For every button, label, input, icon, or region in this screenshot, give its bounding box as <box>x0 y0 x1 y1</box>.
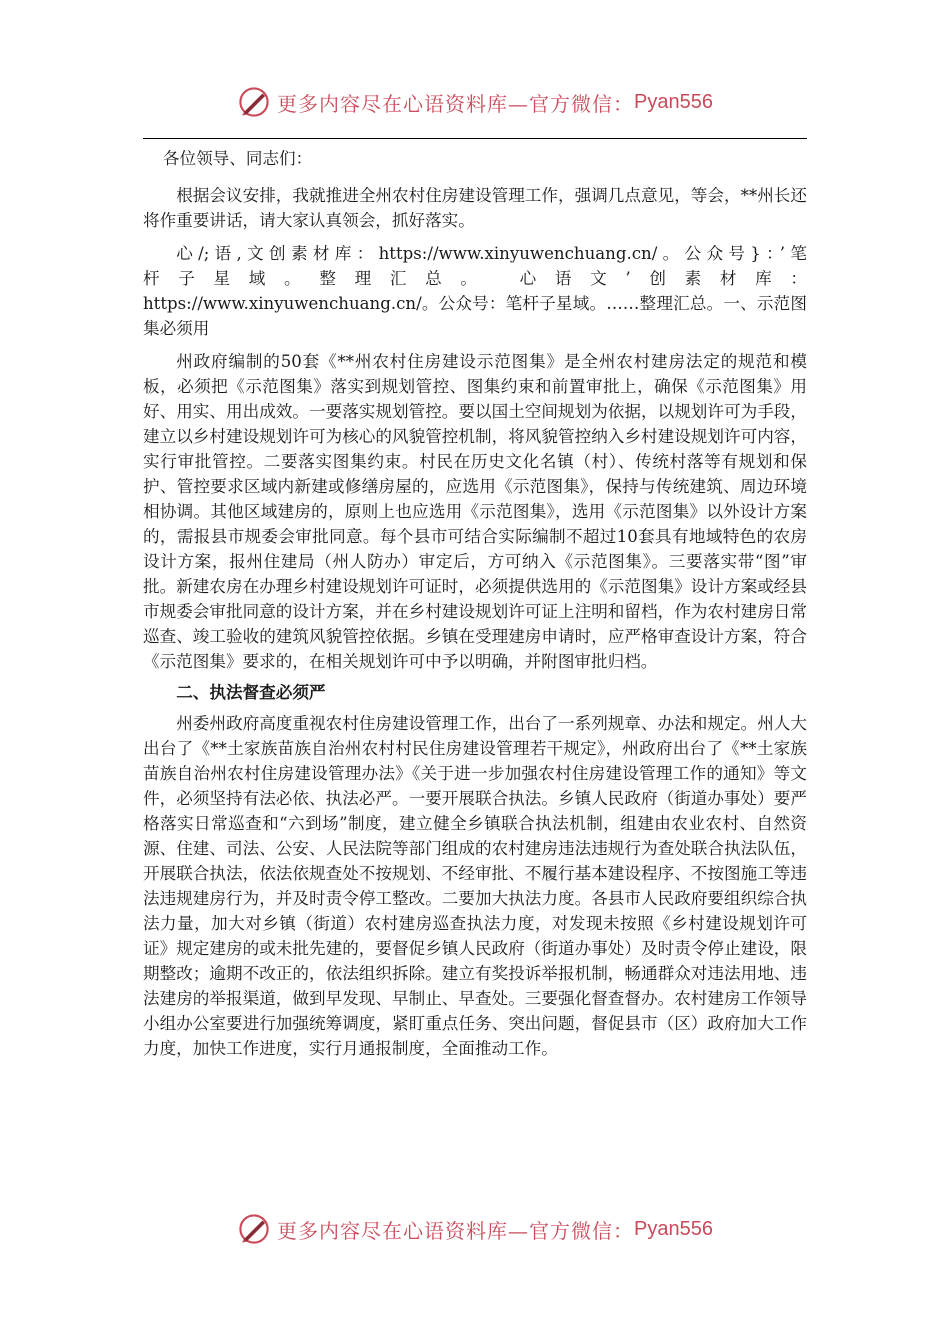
section1-paragraph: 州政府编制的50套《**州农村住房建设示范图集》是全州农村建房法定的规范和模板，必须把《示范图集》落实到规划管控、图集约束和前置审批上，确保《示范图集》用好、用实、用出成效。一要落实规划管控。要以国土空间规划为依据，以规划许可为手段，建立以乡村建设规划许可为核心的风貌管控机制，将风貌管控纳入乡村建设规划许可内容，实行审批管控。二要落实图集约束。村民在历史文化名镇（村）、传统村落等有规划和保护、管控要求区域内新建或修缮房屋的，应选用《示范图集》，保持与传统建筑、周边环境相协调。其他区域建房的，原则上也应选用《示范图集》，选用《示范图集》以外设计方案的，需报县市规委会审批同意。每个县市可结合实际编制不超过10套具有地域特色的农房设计方案，报州住建局（州人防办）审定后，方可纳入《示范图集》。三要落实带“图”审批。新建农房在办理乡村建设规划许可证时，必须提供选用的《示范图集》设计方案或经县市规委会审批同意的设计方案，并在乡村建设规划许可证上注明和留档，作为农村建房日常巡查、竣工验收的建筑风貌管控依据。乡镇在受理建房申请时，应严格审查设计方案，符合《示范图集》要求的，在相关规划许可中予以明确，并附图审批归档。 <box>143 352 807 671</box>
banner-contact: Pyan556 <box>634 90 713 113</box>
intro-paragraph: 根据会议安排，我就推进全州农村住房建设管理工作，强调几点意见，等会，**州长还将作重要讲话，请大家认真领会，抓好落实。 <box>143 186 807 230</box>
noise-line-2: 杆子星域。整理汇总。 心语文’创素材库： <box>143 269 807 288</box>
noise-line-3: https://www.xinyuwenchuang.cn/。公众号：笔杆子星域。……整理汇总。一、示范图集必须用 <box>143 294 807 338</box>
banner-contact: Pyan556 <box>634 1217 713 1240</box>
section2-heading: 二、执法督查必须严 <box>176 682 326 702</box>
pen-logo-icon <box>237 1212 271 1246</box>
pen-logo-icon <box>237 85 271 119</box>
header-banner <box>0 82 950 122</box>
banner-text: 更多内容尽在心语资料库—官方微信： <box>277 1218 635 1243</box>
banner-text: 更多内容尽在心语资料库—官方微信： <box>277 91 635 116</box>
watermark-noise <box>143 241 807 341</box>
greeting: 各位领导、同志们： <box>162 149 313 168</box>
section2-paragraph: 州委州政府高度重视农村住房建设管理工作，出台了一系列规章、办法和规定。州人大出台了《**土家族苗族自治州农村村民住房建设管理若干规定》，州政府出台了《**土家族苗族自治州农村住房建设管理办法》《关于进一步加强农村住房建设管理工作的通知》等文件，必须坚持有法必依、执法必严。一要开展联合执法。乡镇人民政府（街道办事处）要严格落实日常巡查和“六到场”制度，建立健全乡镇联合执法机制，组建由农业农村、自然资源、住建、司法、公安、人民法院等部门组成的农村建房违法违规行为查处联合执法队伍，开展联合执法，依法依规查处不按规划、不经审批、不履行基本建设程序、不按图施工等违法违规建房行为，并及时责令停工整改。二要加大执法力度。各县市人民政府要组织综合执法力量，加大对乡镇（街道）农村建房巡查执法力度，对发现未按照《乡村建设规划许可证》规定建房的或未批先建的，要督促乡镇人民政府（街道办事处）及时责令停止建设，限期整改；逾期不改正的，依法组织拆除。建立有奖投诉举报机制，畅通群众对违法用地、违法建房的举报渠道，做到早发现、早制止、早查处。三要强化督查督办。农村建房工作领导小组办公室要进行加强统筹调度，紧盯重点任务、突出问题，督促县市（区）政府加大工作力度，加快工作进度，实行月通报制度，全面推动工作。 <box>143 714 807 1058</box>
noise-line-1: 心/;语,文创素材库：https://www.xinyuwenchuang.cn/。公众号}：’笔 <box>176 244 807 263</box>
header-rule <box>143 138 807 139</box>
document-body <box>143 146 807 1061</box>
footer-banner <box>0 1209 950 1249</box>
